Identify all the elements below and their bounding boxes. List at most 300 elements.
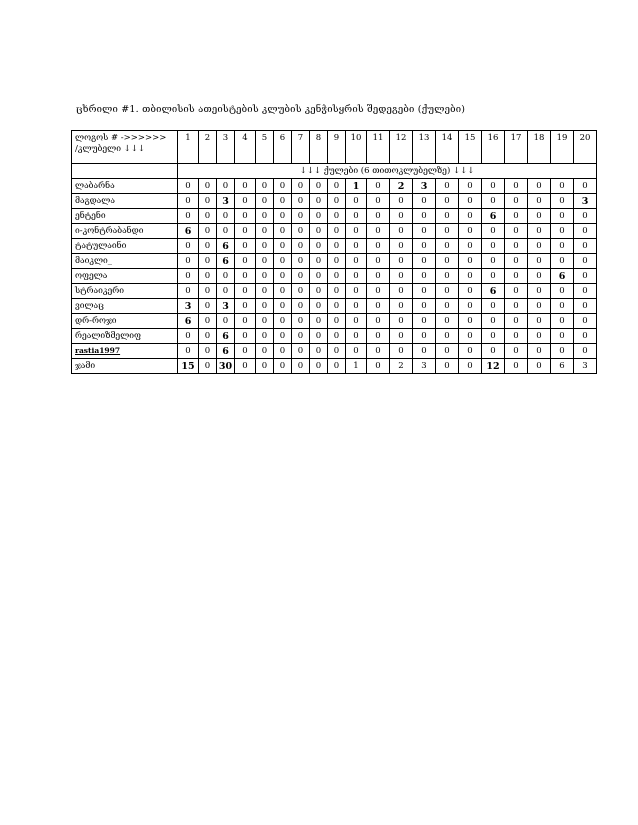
score-cell: 0 [505, 284, 528, 299]
score-cell: 0 [505, 299, 528, 314]
score-cell: 0 [328, 299, 346, 314]
score-cell: 0 [390, 284, 413, 299]
score-cell: 0 [528, 239, 551, 254]
score-cell: 0 [505, 359, 528, 374]
score-cell: 0 [367, 344, 390, 359]
score-cell: 0 [482, 224, 505, 239]
table-row [72, 344, 597, 359]
table-row [72, 179, 597, 194]
score-cell: 0 [310, 194, 328, 209]
score-cell: 0 [199, 179, 217, 194]
header-row [72, 131, 597, 164]
score-cell: 0 [390, 254, 413, 269]
score-cell: 0 [178, 329, 199, 344]
score-cell: 0 [459, 359, 482, 374]
score-cell: 0 [292, 209, 310, 224]
score-cell: 0 [390, 194, 413, 209]
score-cell: 0 [235, 329, 256, 344]
score-cell: 0 [436, 314, 459, 329]
score-cell: 0 [199, 224, 217, 239]
score-cell: 0 [274, 194, 292, 209]
score-cell: 0 [413, 329, 436, 344]
score-cell: 0 [310, 284, 328, 299]
subheader-row [72, 164, 597, 179]
score-cell: 0 [178, 254, 199, 269]
score-cell: 0 [436, 179, 459, 194]
score-cell: 0 [256, 254, 274, 269]
score-cell: 0 [346, 284, 367, 299]
column-header: 13 [413, 131, 436, 164]
score-cell: 6 [217, 329, 235, 344]
score-cell: 0 [235, 284, 256, 299]
score-cell: 0 [292, 254, 310, 269]
row-name: ლაბარნა [72, 179, 178, 194]
score-cell: 0 [367, 209, 390, 224]
corner-line-2: /კლუბელი ↓↓↓ [75, 144, 146, 154]
score-cell: 0 [574, 239, 597, 254]
score-cell: 0 [274, 329, 292, 344]
score-cell: 0 [199, 299, 217, 314]
score-cell: 0 [274, 224, 292, 239]
score-cell: 0 [328, 329, 346, 344]
score-cell: 0 [390, 344, 413, 359]
score-cell: 0 [459, 254, 482, 269]
score-cell: 0 [574, 179, 597, 194]
score-cell: 0 [459, 269, 482, 284]
score-cell: 0 [217, 269, 235, 284]
score-cell: 1 [346, 359, 367, 374]
score-cell: 0 [292, 194, 310, 209]
score-cell: 0 [413, 209, 436, 224]
score-cell: 0 [328, 344, 346, 359]
score-cell: 0 [256, 329, 274, 344]
score-cell: 0 [436, 359, 459, 374]
score-cell: 12 [482, 359, 505, 374]
score-cell: 0 [256, 269, 274, 284]
score-cell: 0 [551, 194, 574, 209]
score-cell: 0 [574, 224, 597, 239]
row-name: ი-კონტრაბანდი [72, 224, 178, 239]
score-cell: 0 [367, 314, 390, 329]
score-cell: 30 [217, 359, 235, 374]
score-cell: 0 [256, 224, 274, 239]
column-header: 7 [292, 131, 310, 164]
score-cell: 0 [346, 239, 367, 254]
score-cell: 0 [235, 254, 256, 269]
row-name: ოფელა [72, 269, 178, 284]
column-header: 18 [528, 131, 551, 164]
score-cell: 0 [328, 224, 346, 239]
table-row [72, 254, 597, 269]
score-cell: 0 [528, 344, 551, 359]
column-header: 14 [436, 131, 459, 164]
score-cell: 0 [328, 359, 346, 374]
row-name: ენტენი [72, 209, 178, 224]
score-cell: 0 [505, 179, 528, 194]
score-cell: 0 [505, 314, 528, 329]
score-cell: 0 [367, 329, 390, 344]
corner-line-1: ლოგოს # ->>>>>> [75, 133, 167, 143]
score-cell: 0 [256, 239, 274, 254]
column-header: 10 [346, 131, 367, 164]
score-cell: 6 [217, 344, 235, 359]
table-row [72, 314, 597, 329]
score-cell: 0 [505, 254, 528, 269]
score-cell: 0 [528, 299, 551, 314]
score-cell: 0 [292, 359, 310, 374]
score-cell: 0 [310, 179, 328, 194]
score-cell: 0 [346, 329, 367, 344]
score-cell: 0 [274, 284, 292, 299]
score-cell: 0 [256, 344, 274, 359]
subheader-blank [72, 164, 178, 179]
score-cell: 0 [551, 224, 574, 239]
score-cell: 0 [199, 359, 217, 374]
score-cell: 0 [367, 224, 390, 239]
column-header: 6 [274, 131, 292, 164]
table-row [72, 269, 597, 284]
score-cell: 0 [367, 254, 390, 269]
score-cell: 0 [367, 239, 390, 254]
column-header: 9 [328, 131, 346, 164]
column-header: 16 [482, 131, 505, 164]
score-cell: 0 [436, 254, 459, 269]
score-cell: 0 [574, 329, 597, 344]
score-cell: 0 [199, 314, 217, 329]
score-cell: 0 [256, 284, 274, 299]
score-cell: 0 [528, 329, 551, 344]
score-cell: 0 [310, 329, 328, 344]
table-row [72, 329, 597, 344]
score-cell: 0 [551, 329, 574, 344]
row-name: მაგდალა [72, 194, 178, 209]
score-cell: 0 [235, 344, 256, 359]
row-name-link: rastia1997 [75, 346, 121, 355]
score-cell: 0 [551, 314, 574, 329]
total-row [72, 359, 597, 374]
score-cell: 0 [310, 209, 328, 224]
score-cell: 0 [199, 284, 217, 299]
score-cell: 0 [436, 329, 459, 344]
score-cell: 0 [328, 284, 346, 299]
score-cell: 3 [217, 194, 235, 209]
score-cell: 0 [328, 254, 346, 269]
score-cell: 0 [367, 359, 390, 374]
row-name: რეალიზმელიფ [72, 329, 178, 344]
score-cell: 0 [346, 194, 367, 209]
score-cell: 2 [390, 359, 413, 374]
score-cell: 0 [292, 224, 310, 239]
score-cell: 0 [328, 269, 346, 284]
score-cell: 0 [274, 344, 292, 359]
score-cell: 0 [346, 314, 367, 329]
score-cell: 0 [199, 269, 217, 284]
score-cell: 0 [459, 224, 482, 239]
score-cell: 0 [574, 254, 597, 269]
score-cell: 0 [346, 269, 367, 284]
score-cell: 0 [459, 194, 482, 209]
score-cell: 0 [551, 284, 574, 299]
score-cell: 0 [199, 254, 217, 269]
table-row [72, 194, 597, 209]
score-cell: 0 [199, 194, 217, 209]
score-cell: 0 [390, 299, 413, 314]
score-cell: 0 [274, 239, 292, 254]
score-cell: 0 [235, 209, 256, 224]
score-cell: 0 [482, 194, 505, 209]
score-cell: 0 [390, 269, 413, 284]
column-header: 19 [551, 131, 574, 164]
score-cell: 0 [274, 299, 292, 314]
score-cell: 3 [217, 299, 235, 314]
score-cell: 3 [413, 359, 436, 374]
score-cell: 0 [551, 344, 574, 359]
score-cell: 0 [482, 239, 505, 254]
score-cell: 0 [199, 329, 217, 344]
column-header: 8 [310, 131, 328, 164]
column-header: 2 [199, 131, 217, 164]
table-row [72, 239, 597, 254]
score-cell: 0 [256, 314, 274, 329]
score-cell: 0 [413, 314, 436, 329]
score-cell: 0 [178, 344, 199, 359]
score-cell: 3 [178, 299, 199, 314]
score-cell: 0 [505, 239, 528, 254]
results-table [71, 130, 597, 374]
score-cell: 0 [482, 314, 505, 329]
score-cell: 6 [482, 209, 505, 224]
table-row [72, 224, 597, 239]
score-cell: 0 [505, 329, 528, 344]
score-cell: 3 [413, 179, 436, 194]
score-cell: 0 [367, 299, 390, 314]
score-cell: 0 [390, 224, 413, 239]
score-cell: 0 [178, 194, 199, 209]
score-cell: 0 [436, 239, 459, 254]
score-cell: 0 [292, 329, 310, 344]
score-cell: 0 [178, 269, 199, 284]
score-cell: 0 [528, 179, 551, 194]
score-cell: 0 [235, 359, 256, 374]
score-cell: 0 [274, 269, 292, 284]
score-cell: 0 [574, 209, 597, 224]
score-cell: 0 [292, 344, 310, 359]
column-header: 12 [390, 131, 413, 164]
score-cell: 6 [217, 254, 235, 269]
score-cell: 0 [528, 359, 551, 374]
score-cell: 0 [367, 194, 390, 209]
score-cell: 0 [346, 209, 367, 224]
score-cell: 0 [528, 269, 551, 284]
score-cell: 0 [274, 254, 292, 269]
table-caption: ცხრილი #1. თბილისის ათეისტების კლუბის კენჭისყრის შედეგები (ქულები) [76, 104, 466, 115]
score-cell: 0 [292, 239, 310, 254]
score-cell: 0 [217, 209, 235, 224]
score-cell: 0 [178, 209, 199, 224]
score-cell: 6 [178, 224, 199, 239]
score-cell: 0 [459, 284, 482, 299]
score-cell: 6 [217, 239, 235, 254]
score-cell: 0 [274, 209, 292, 224]
score-cell: 0 [459, 314, 482, 329]
score-cell: 0 [551, 209, 574, 224]
score-cell: 1 [346, 179, 367, 194]
score-cell: 0 [367, 269, 390, 284]
score-cell: 0 [528, 194, 551, 209]
score-cell: 0 [217, 224, 235, 239]
table-row [72, 299, 597, 314]
score-cell: 0 [256, 299, 274, 314]
score-cell: 0 [413, 269, 436, 284]
score-cell: 0 [505, 194, 528, 209]
score-cell: 0 [346, 254, 367, 269]
score-cell: 0 [328, 209, 346, 224]
score-cell: 0 [528, 254, 551, 269]
score-cell: 0 [413, 299, 436, 314]
score-cell: 0 [436, 299, 459, 314]
score-cell: 15 [178, 359, 199, 374]
score-cell: 0 [459, 239, 482, 254]
score-cell: 0 [256, 194, 274, 209]
score-cell: 0 [292, 179, 310, 194]
score-cell: 0 [217, 179, 235, 194]
score-cell: 0 [505, 224, 528, 239]
score-cell: 0 [574, 299, 597, 314]
score-cell: 0 [367, 284, 390, 299]
score-cell: 0 [459, 299, 482, 314]
score-cell: 0 [505, 269, 528, 284]
score-cell: 0 [274, 359, 292, 374]
score-cell: 0 [178, 239, 199, 254]
score-cell: 0 [528, 224, 551, 239]
score-cell: 0 [551, 299, 574, 314]
score-cell: 0 [328, 314, 346, 329]
score-cell: 0 [413, 344, 436, 359]
score-cell: 0 [310, 299, 328, 314]
score-cell: 0 [551, 239, 574, 254]
score-cell: 0 [199, 344, 217, 359]
table-row [72, 209, 597, 224]
score-cell: 0 [551, 254, 574, 269]
column-header: 15 [459, 131, 482, 164]
score-cell: 2 [390, 179, 413, 194]
score-cell: 0 [528, 284, 551, 299]
score-cell: 0 [235, 224, 256, 239]
score-cell: 0 [178, 179, 199, 194]
column-header: 4 [235, 131, 256, 164]
score-cell: 6 [178, 314, 199, 329]
score-cell: 0 [328, 194, 346, 209]
score-cell: 6 [551, 359, 574, 374]
score-cell: 0 [217, 284, 235, 299]
row-name [72, 344, 178, 359]
score-cell: 0 [310, 239, 328, 254]
score-cell: 0 [436, 284, 459, 299]
score-cell: 0 [235, 269, 256, 284]
score-cell: 0 [292, 284, 310, 299]
corner-header [72, 131, 178, 164]
score-cell: 0 [178, 284, 199, 299]
column-header: 1 [178, 131, 199, 164]
score-cell: 0 [574, 344, 597, 359]
score-cell: 0 [482, 254, 505, 269]
score-cell: 0 [310, 344, 328, 359]
score-cell: 0 [346, 344, 367, 359]
score-cell: 0 [528, 314, 551, 329]
score-cell: 0 [505, 344, 528, 359]
score-cell: 0 [346, 299, 367, 314]
score-cell: 0 [459, 329, 482, 344]
score-cell: 0 [310, 314, 328, 329]
score-cell: 6 [482, 284, 505, 299]
score-cell: 0 [482, 344, 505, 359]
score-cell: 0 [217, 314, 235, 329]
score-cell: 0 [235, 239, 256, 254]
score-cell: 0 [310, 254, 328, 269]
score-cell: 0 [574, 269, 597, 284]
column-header: 5 [256, 131, 274, 164]
score-cell: 0 [292, 299, 310, 314]
subheader-label: ↓↓↓ ქულები (6 თითოკლუბელზე) ↓↓↓ [178, 164, 597, 179]
score-cell: 0 [235, 194, 256, 209]
score-cell: 0 [292, 314, 310, 329]
score-cell: 0 [482, 179, 505, 194]
row-name: სტრაიკერი [72, 284, 178, 299]
score-cell: 0 [235, 314, 256, 329]
column-header: 17 [505, 131, 528, 164]
score-cell: 0 [199, 209, 217, 224]
score-cell: 0 [574, 314, 597, 329]
table-row [72, 284, 597, 299]
score-cell: 0 [328, 239, 346, 254]
score-cell: 0 [436, 194, 459, 209]
row-name: მაიკლი_ [72, 254, 178, 269]
score-cell: 0 [482, 269, 505, 284]
score-cell: 0 [482, 329, 505, 344]
score-cell: 0 [390, 314, 413, 329]
score-cell: 0 [310, 269, 328, 284]
score-cell: 0 [459, 209, 482, 224]
score-cell: 0 [413, 224, 436, 239]
score-cell: 0 [505, 209, 528, 224]
score-cell: 0 [199, 239, 217, 254]
score-cell: 0 [310, 359, 328, 374]
score-cell: 0 [328, 179, 346, 194]
score-cell: 0 [256, 359, 274, 374]
score-cell: 6 [551, 269, 574, 284]
column-header: 3 [217, 131, 235, 164]
column-header: 11 [367, 131, 390, 164]
score-cell: 0 [551, 179, 574, 194]
score-cell: 0 [413, 254, 436, 269]
score-cell: 0 [574, 284, 597, 299]
score-cell: 0 [436, 209, 459, 224]
score-cell: 0 [346, 224, 367, 239]
score-cell: 0 [459, 179, 482, 194]
score-cell: 0 [256, 209, 274, 224]
score-cell: 0 [274, 314, 292, 329]
row-name: ვილაც [72, 299, 178, 314]
score-cell: 0 [436, 224, 459, 239]
column-header: 20 [574, 131, 597, 164]
score-cell: 0 [235, 299, 256, 314]
score-cell: 0 [292, 269, 310, 284]
score-cell: 0 [390, 239, 413, 254]
score-cell: 0 [413, 284, 436, 299]
score-cell: 0 [413, 194, 436, 209]
row-name: დრ-როჯი [72, 314, 178, 329]
score-cell: 0 [459, 344, 482, 359]
